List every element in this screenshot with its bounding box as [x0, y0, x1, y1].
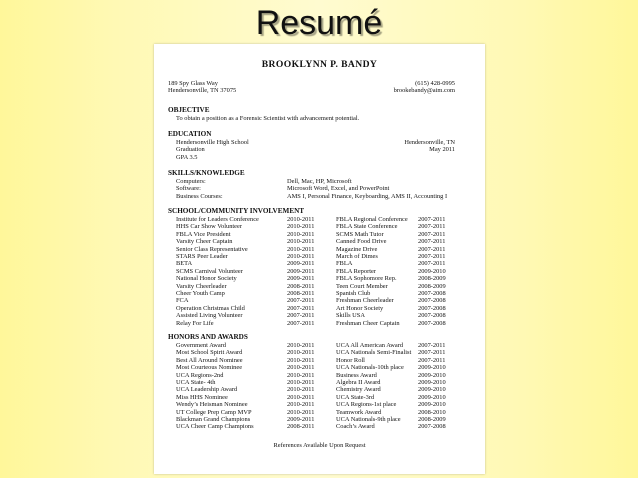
- activity-years: 2007-2008: [418, 423, 446, 431]
- school-location: Hendersonville, TN: [404, 139, 455, 146]
- resume-name: BROOKLYNN P. BANDY: [261, 59, 378, 70]
- activity-name: FBLA Reporter: [336, 267, 376, 275]
- activity-name: Teamwork Award: [336, 408, 382, 416]
- skill-label: Computers:: [176, 178, 206, 185]
- address-line: Hendersonville, TN 37075: [168, 87, 237, 95]
- activity-years: 2007-2008: [418, 312, 446, 320]
- involvement-heading: SCHOOL/COMMUNITY INVOLVEMENT: [168, 207, 305, 215]
- activity-years: 2010-2011: [287, 401, 315, 409]
- activity-years: 2009-2010: [418, 371, 446, 379]
- activity-name: UCA Cheer Camp Champions: [176, 423, 254, 431]
- references-note: References Available Upon Request: [273, 442, 366, 449]
- activity-years: 2007-2011: [418, 349, 446, 357]
- school-name: Hendersonville High School: [176, 139, 249, 146]
- activity-years: 2007-2011: [287, 304, 315, 312]
- activity-name: Freshman Cheer Captain: [336, 319, 400, 327]
- activity-years: 2010-2011: [287, 223, 315, 231]
- address-line: 189 Spy Glass Way: [168, 80, 218, 87]
- activity-years: 2010-2011: [287, 216, 315, 223]
- contact-block: [394, 80, 455, 95]
- activity-years: 2009-2010: [418, 364, 446, 372]
- activity-years: 2010-2011: [287, 342, 315, 349]
- activity-name: UT College Prep Camp MVP: [176, 408, 252, 416]
- activity-years: 2007-2011: [418, 260, 446, 268]
- activity-name: Assisted Living Volunteer: [176, 312, 243, 320]
- activity-years: 2010-2011: [287, 356, 315, 364]
- activity-name: Institute for Leaders Conference: [176, 216, 259, 223]
- activity-years: 2009-2010: [418, 386, 446, 394]
- activity-years: 2009-2010: [418, 379, 446, 386]
- activity-years: 2010-2011: [287, 364, 315, 372]
- activity-years: 2010-2011: [287, 253, 315, 260]
- activity-years: 2009-2010: [418, 267, 446, 275]
- activity-name: Varsity Cheerleader: [176, 282, 227, 290]
- activity-years: 2007-2011: [418, 253, 446, 260]
- activity-name: Freshman Cheerleader: [336, 297, 394, 305]
- activity-years: 2007-2011: [418, 223, 446, 231]
- activity-name: UCA Nationals-9th place: [336, 416, 401, 423]
- activity-name: Senior Class Representative: [176, 245, 248, 253]
- activity-name: Relay For Life: [176, 319, 214, 327]
- activity-name: Skills USA: [336, 312, 365, 320]
- activity-name: Honor Roll: [336, 356, 365, 364]
- activity-years: 2009-2010: [418, 401, 446, 409]
- activity-name: FBLA Sophomore Rep.: [336, 275, 397, 283]
- activity-years: 2007-2011: [418, 245, 446, 253]
- activity-years: 2007-2011: [287, 312, 315, 320]
- activity-years: 2010-2011: [287, 349, 315, 357]
- honors-heading: HONORS AND AWARDS: [168, 333, 248, 341]
- activity-years: 2007-2011: [287, 319, 315, 327]
- activity-name: Canned Food Drive: [336, 238, 387, 246]
- phone-number: (615) 428-0995: [415, 80, 455, 87]
- address-block: [168, 80, 236, 95]
- activity-years: 2007-2008: [418, 319, 446, 327]
- graduation-label: Graduation: [176, 146, 205, 154]
- activity-years: 2008-2010: [418, 408, 446, 416]
- activity-years: 2010-2011: [287, 408, 315, 416]
- activity-years: 2009-2011: [287, 275, 315, 283]
- activity-name: Government Award: [176, 342, 226, 349]
- activity-years: 2007-2011: [418, 238, 446, 246]
- activity-name: UCA Nationals Semi-Finalist: [336, 349, 412, 357]
- activity-years: 2008-2009: [418, 275, 446, 283]
- activity-years: 2009-2011: [287, 267, 315, 275]
- activity-name: STARS Peer Leader: [176, 253, 228, 260]
- activity-name: March of Dimes: [336, 253, 378, 260]
- activity-name: Most Courteous Nominee: [176, 364, 243, 372]
- activity-name: Blackman Grand Champions: [176, 416, 251, 423]
- skill-label: Software:: [176, 185, 201, 193]
- activity-name: Varsity Cheer Captain: [176, 238, 233, 246]
- activity-name: BETA: [176, 260, 193, 268]
- activity-years: 2010-2011: [287, 371, 315, 379]
- objective-heading: OBJECTIVE: [168, 106, 210, 114]
- activity-years: 2007-2011: [418, 216, 446, 223]
- activity-years: 2008-2011: [287, 290, 315, 297]
- skills-heading: SKILLS/KNOWLEDGE: [168, 169, 245, 177]
- activity-name: UCA Regions-1st place: [336, 401, 397, 409]
- activity-years: 2008-2011: [287, 282, 315, 290]
- activity-years: 2007-2011: [418, 356, 446, 364]
- activity-name: Wendy’s Heisman Nominee: [176, 401, 248, 409]
- activity-name: UCA Leadership Award: [176, 386, 238, 394]
- activity-name: Most School Spirit Award: [176, 349, 243, 357]
- activity-years: 2007-2011: [287, 297, 315, 305]
- activity-years: 2007-2011: [418, 342, 446, 349]
- activity-years: 2007-2011: [418, 230, 446, 238]
- activity-name: SCMS Math Tutor: [336, 230, 384, 238]
- skill-value: Microsoft Word, Excel, and PowerPoint: [287, 185, 390, 193]
- activity-name: Cheer Youth Camp: [176, 290, 225, 297]
- skill-value: Dell, Mac, HP, Microsoft: [287, 178, 352, 185]
- activity-years: 2009-2011: [287, 416, 315, 423]
- activity-name: Algebra II Award: [336, 379, 381, 386]
- skill-label: Business Courses:: [176, 192, 223, 200]
- activity-years: 2007-2008: [418, 304, 446, 312]
- activity-name: Art Honor Society: [336, 304, 384, 312]
- activity-years: 2008-2009: [418, 416, 446, 423]
- activity-name: FBLA State Conference: [336, 223, 398, 231]
- activity-years: 2010-2011: [287, 379, 315, 386]
- activity-years: 2010-2011: [287, 386, 315, 394]
- gpa: GPA 3.5: [176, 153, 198, 161]
- activity-name: Coach’s Award: [336, 423, 375, 431]
- activity-years: 2010-2011: [287, 238, 315, 246]
- email-address: brookebandy@aim.com: [393, 87, 455, 95]
- activity-name: FBLA Vice President: [176, 230, 231, 238]
- activity-name: Teen Court Member: [336, 282, 388, 290]
- activity-years: 2007-2008: [418, 297, 446, 305]
- activity-name: FCA: [176, 297, 189, 305]
- skill-value: AMS I, Personal Finance, Keyboarding, AMS II, Accounting I: [287, 192, 448, 200]
- graduation-date: May 2011: [429, 146, 455, 154]
- activity-name: UCA All American Award: [336, 342, 404, 349]
- activity-name: Best All Around Nominee: [176, 356, 243, 364]
- activity-name: National Honor Society: [176, 275, 237, 283]
- activity-years: 2010-2011: [287, 245, 315, 253]
- activity-years: 2010-2011: [287, 393, 315, 401]
- activity-name: HHS Car Show Volunteer: [176, 223, 242, 231]
- activity-name: Business Award: [336, 371, 377, 379]
- resume-page: [154, 44, 485, 474]
- activity-name: FBLA Regional Conference: [336, 216, 408, 223]
- activity-name: SCMS Carnival Volunteer: [176, 267, 243, 275]
- activity-years: 2009-2010: [418, 393, 446, 401]
- activity-name: Operation Christmas Child: [176, 304, 245, 312]
- activity-name: UCA State-3rd: [336, 393, 375, 401]
- slide-title: Resumé: [255, 4, 383, 42]
- objective-text: To obtain a position as a Forensic Scientist with advancement potential.: [176, 115, 360, 122]
- activity-name: UCA Nationals-10th place: [336, 364, 404, 372]
- education-heading: EDUCATION: [168, 130, 212, 138]
- activity-years: 2009-2011: [287, 260, 315, 268]
- activity-years: 2010-2011: [287, 230, 315, 238]
- activity-name: Miss HHS Nominee: [176, 393, 228, 401]
- activity-name: UCA State- 4th: [176, 379, 216, 386]
- activity-name: Magazine Drive: [336, 245, 378, 253]
- activity-years: 2008-2011: [287, 423, 315, 431]
- activity-name: Spanish Club: [336, 290, 371, 297]
- activity-name: UCA Regions-2nd: [176, 371, 224, 379]
- activity-years: 2008-2009: [418, 282, 446, 290]
- activity-years: 2007-2008: [418, 290, 446, 297]
- activity-name: FBLA: [336, 260, 353, 268]
- activity-name: Chemistry Award: [336, 386, 381, 394]
